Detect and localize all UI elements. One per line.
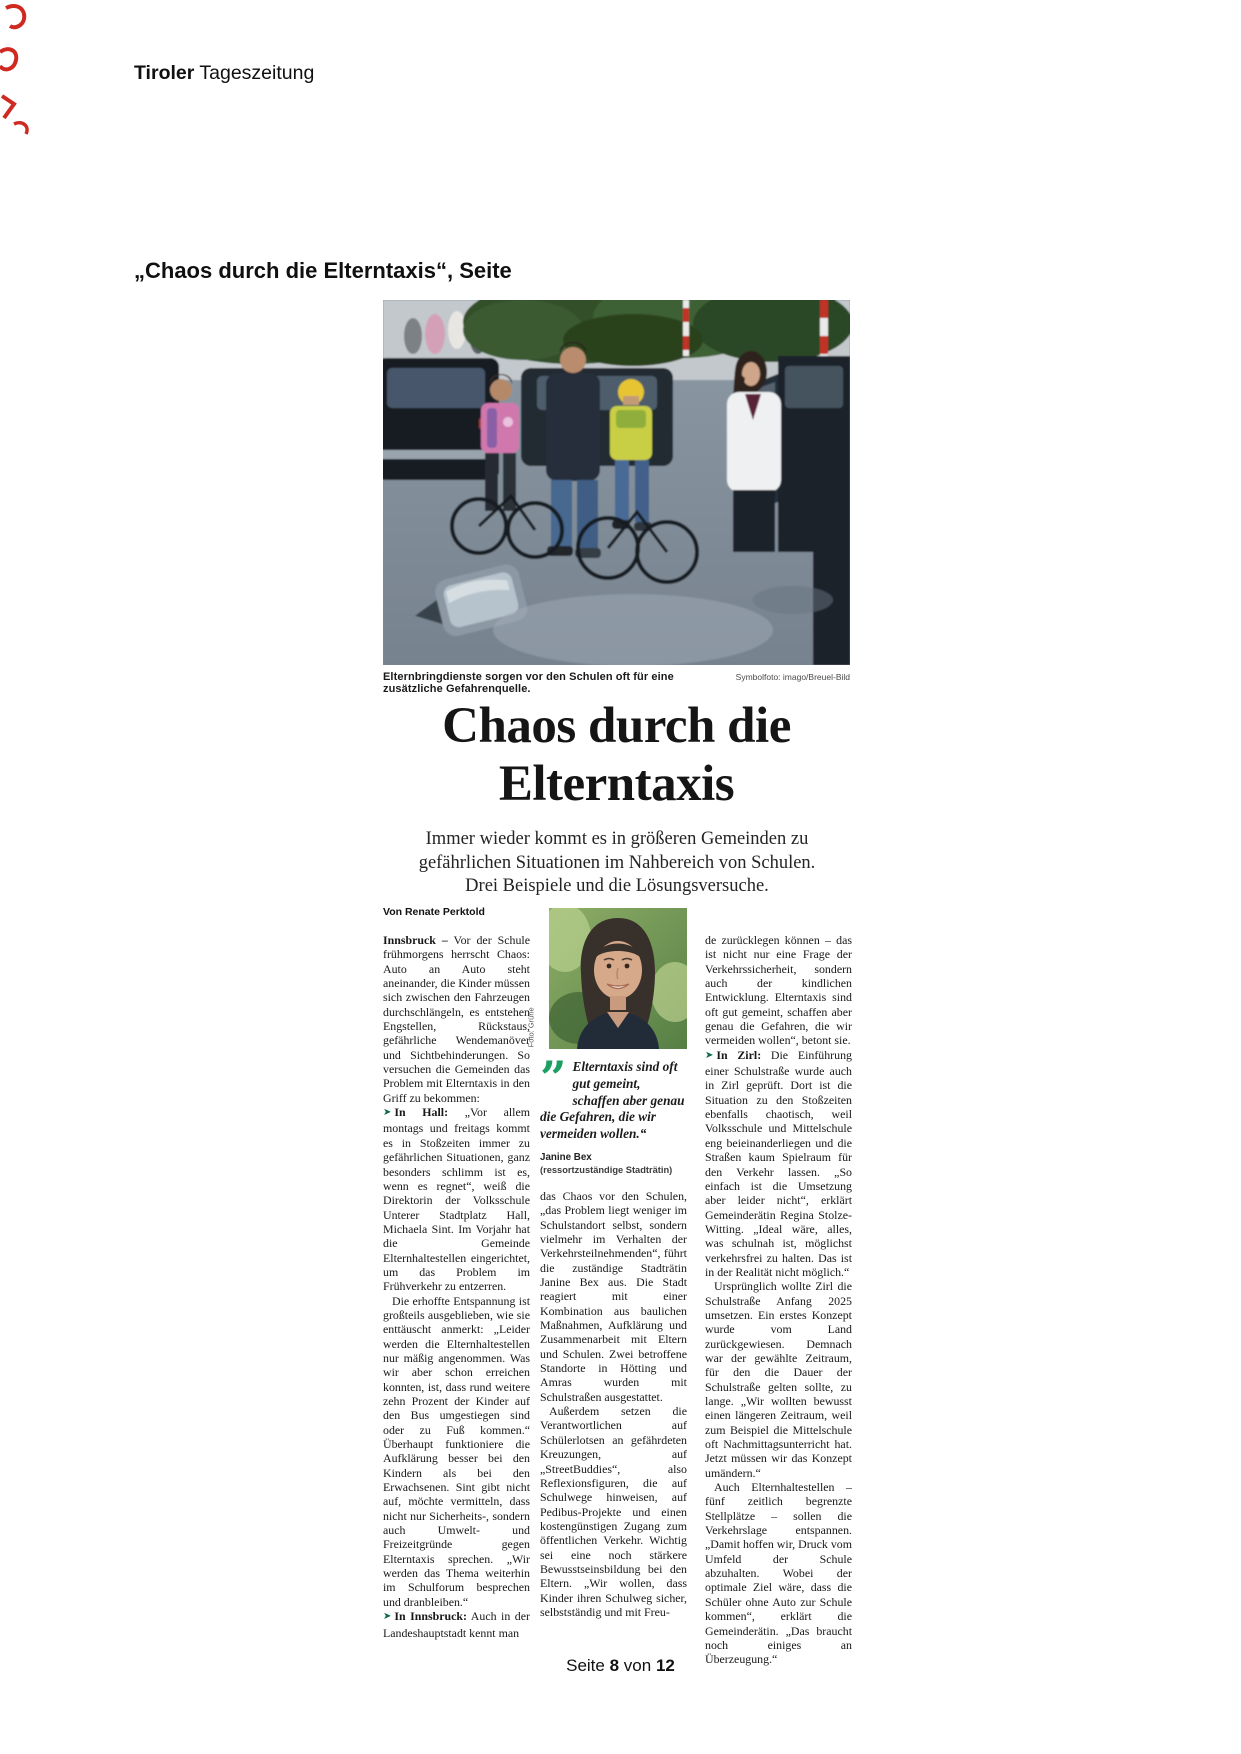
- article-column-2: [526, 908, 687, 1619]
- portrait-illustration: [549, 908, 687, 1049]
- street-scene-illustration: [383, 300, 850, 665]
- masthead: [134, 62, 314, 85]
- article-column-1: [383, 933, 530, 1640]
- street-scene-photo: [383, 300, 850, 665]
- paragraph: Ursprünglich wollte Zirl die Schulstraße Anfang 2025 umsetzen. Ein erstes Konzept wurde vom Land zurückgewiesen. Demnach war der gewählte Zeitraum, für den die Dauer der Schulstraße gelten sollte, zu lange. „Wir wollten bewusst einen längeren Zeitraum, weil zum Beispiel die Mittelschule oft Nachmittagsunterricht hat. Jetzt müssen wir das Konzept umändern.“: [705, 1279, 852, 1480]
- article-subtitle: Immer wieder kommt es in größeren Gemeinden zu gefährlichen Situationen im Nahbereich von Schulen. Drei Beispiele und die Lösungsversuche.: [418, 829, 816, 896]
- footer-total-pages: 12: [655, 1656, 675, 1675]
- article-column-3: [705, 933, 852, 1667]
- paragraph: Innsbruck – Vor der Schule frühmorgens herrscht Chaos: Auto an Auto steht aneinander, die Kinder müssen sich zwischen den Fahrzeugen durchschlängeln, es entstehen Engstellen, Rückstaus, gefährliche Wendemanöver und Sichtbehinderungen. So versuchen die Gemeinden das Problem mit Elterntaxis in den Griff zu bekommen:: [383, 933, 530, 1105]
- pull-quote: [540, 1051, 687, 1143]
- article-byline: Von Renate Perktold: [383, 906, 485, 918]
- article-title-line2: Elterntaxis: [498, 756, 735, 812]
- article-title: [383, 697, 850, 813]
- paragraph: Außerdem setzen die Verantwortlichen auf Schülerlotsen an gefährdeten Kreuzungen, auf „StreetBuddies“, also Reflexionsfiguren, die auf Schulwege hinweisen, auf Pedibus-Projekte und einen kostengünstigen Zugang zum öffentlichen Verkehr. Wichtig sei eine noch stärkere Bewusstseinsbildung bei den Eltern. „Wir wollen, dass Kinder ihren Schulweg sicher, selbstständig und mit Freu-: [540, 1404, 687, 1619]
- photo-caption: Elternbringdienste sorgen vor den Schulen oft für eine zusätzliche Gefahrenquelle.: [383, 671, 674, 695]
- page-footer: [0, 1656, 1241, 1676]
- column-2-body: [540, 1189, 687, 1619]
- portrait-janine-bex: [526, 908, 687, 1049]
- pull-quote-role: (ressortzuständige Stadträtin): [540, 1164, 673, 1175]
- article-title-line1: Chaos durch die: [442, 698, 791, 754]
- red-pen-marks: [0, 0, 42, 150]
- pointer-arrow-icon: ➤: [383, 1611, 392, 1623]
- location-lead: In Zirl:: [716, 1047, 762, 1062]
- paragraph: Die erhoffte Entspannung ist großteils ausgeblieben, wie sie enttäuscht anmerkt: „Leider werden die Elternhaltestellen nur mäßig angenommen. Was wir aber schon erreichen konnten, ist, dass rund weitere zehn Prozent der Kinder auf den Bus umgestiegen sind oder zu Fuß kommen.“ Überhaupt funktioniere die Aufklärung besser bei den Kindern als bei den Erwachsenen. Sint gibt nicht auf, möchte vermitteln, dass nicht nur Sicherheits-, sondern auch Umwelt- und Freizeitgründe gegen Elterntaxis sprechen. „Wir werden das Thema weiterhin im Schulforum besprechen und dranbleiben.“: [383, 1293, 530, 1609]
- clip-headline: „Chaos durch die Elterntaxis“, Seite: [134, 258, 512, 283]
- paragraph: ➤ In Innsbruck: Auch in der Landeshauptstadt kennt man: [383, 1609, 530, 1640]
- footer-word-of: von: [623, 1656, 652, 1675]
- paragraph: Auch Elternhaltestellen – fünf zeitlich begrenzte Stellplätze – sollen die Verkehrslage entspannen. „Damit hoffen wir, Druck vom Umfeld der Schule abzuhalten. Wobei der optimale Ziel wäre, dass die Schüler ohne Auto zur Schule kommen“, erklärt die Gemeinderätin. „Das braucht noch einiges an Überzeugung.“: [705, 1480, 852, 1667]
- pull-quote-text: Elterntaxis sind oft gut gemeint, schaffen aber genau die Gefahren, die wir vermeiden wollen.“: [540, 1059, 685, 1142]
- masthead-brand-bold: Tiroler: [134, 62, 195, 84]
- pointer-arrow-icon: ➤: [383, 1107, 392, 1119]
- photo-caption-row: [383, 671, 850, 695]
- location-lead: In Innsbruck:: [394, 1609, 467, 1624]
- footer-word-page: Seite: [566, 1656, 605, 1675]
- paragraph: ➤ In Zirl: Die Einführung einer Schulstraße wurde auch in Zirl geprüft. Dort ist die Situation zu den Stoßzeiten ebenfalls chaotisch, weil Volksschule und Mittelschule eng beieinanderliegen und die Straßen kaum Spielraum für den Verkehr lassen. „So einfach ist die Umsetzung aber leider nicht“, erklärt Gemeinderätin Regina Stolze-Witting. „Ideal wäre, alles, was schulnah ist, möglichst verkehrsfrei zu halten. Das ist in der Realität nicht möglich.“: [705, 1047, 852, 1279]
- masthead-brand-rest: Tageszeitung: [194, 62, 315, 84]
- location-lead: In Hall:: [394, 1105, 449, 1120]
- footer-page-number: 8: [609, 1656, 620, 1675]
- paragraph: de zurücklegen können – das ist nicht nur eine Frage der Verkehrssicherheit, sondern auch der kindlichen Entwicklung. Elterntaxis sind oft gut gemeint, schaffen aber genau die Gefahren, die wir vermeiden wollen“, betont sie.: [705, 933, 852, 1048]
- pointer-arrow-icon: ➤: [705, 1049, 714, 1061]
- pull-quote-author: Janine Bex: [540, 1151, 592, 1163]
- paragraph: ➤ In Hall: „Vor allem montags und freitags kommt es in Stoßzeiten immer zu gefährlichen Situationen, ganz besonders schlimm ist es, wenn es regnet“, weiß die Direktorin der Volksschule Unterer Stadtplatz Hall, Michaela Sint. Im Vorjahr hat die Gemeinde Elternhaltestellen eingerichtet, um das Problem im Frühverkehr zu entzerren.: [383, 1105, 530, 1294]
- dateline: Innsbruck –: [383, 933, 448, 947]
- paragraph: das Chaos vor den Schulen, „das Problem liegt weniger im Schulstandort selbst, sondern vielmehr im Verhalten der Verkehrsteilnehmenden“, führt die zuständige Stadträtin Janine Bex aus. Die Stadt reagiert mit einer Kombination aus baulichen Maßnahmen, Aufklärung und Zusammenarbeit mit Eltern und Schulen. Zwei betroffene Standorte in Hötting und Amras wurden mit Schulstraßen ausgestattet.: [540, 1188, 687, 1404]
- quote-marks-icon: ”: [540, 1051, 567, 1105]
- portrait-photo-credit: Foto: Grüne: [526, 1006, 536, 1047]
- photo-credit: Symbolfoto: imago/Breuel-Bild: [735, 672, 850, 682]
